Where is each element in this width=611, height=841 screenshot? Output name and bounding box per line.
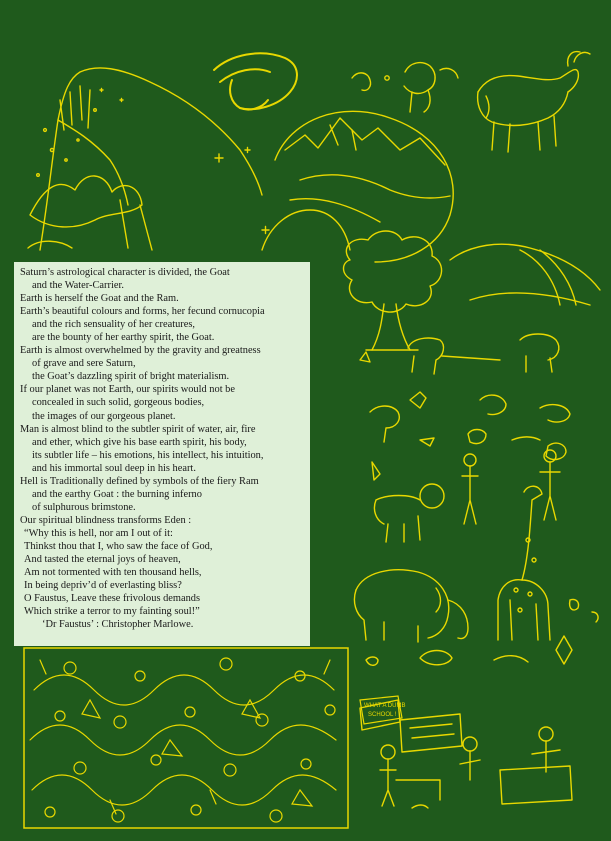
poem-line: its subtler life – his emotions, his intellect, his intuition, bbox=[32, 449, 264, 461]
poem-line: Earth is herself the Goat and the Ram. bbox=[20, 293, 179, 305]
poem-line: Which strike a terror to my fainting soul!” bbox=[24, 606, 200, 618]
poem-line: Man is almost blind to the subtler spirit of water, air, fire bbox=[20, 423, 256, 435]
poem-line: If our planet was not Earth, our spirits would not be bbox=[20, 384, 235, 396]
poem-line: Earth’s beautiful colours and forms, her fecund cornucopia bbox=[20, 306, 265, 318]
poem-line: Earth is almost overwhelmed by the gravity and greatness bbox=[20, 345, 261, 357]
poem-line: O Faustus, Leave these frivolous demands bbox=[24, 593, 201, 605]
bubble-line2: SCHOOL ! bbox=[368, 712, 397, 718]
poem-line: and ether, which give his base earth spirit, his body, bbox=[32, 436, 247, 448]
poem-line: concealed in such solid, gorgeous bodies, bbox=[32, 397, 205, 409]
goat-icon bbox=[478, 52, 590, 152]
saturn-planet-icon bbox=[214, 53, 297, 109]
poem-line: Our spiritual blindness transforms Eden : bbox=[20, 514, 192, 526]
inferno-panel-icon bbox=[24, 648, 348, 828]
animals-icon bbox=[360, 334, 570, 459]
lion-icon bbox=[374, 484, 444, 542]
poem-line: and his immortal soul deep in his heart. bbox=[32, 462, 196, 474]
poem-line: and the rich sensuality of her creatures, bbox=[32, 319, 196, 331]
poem-line: are the bounty of her earthy spirit, the Goat. bbox=[32, 332, 215, 344]
small-animals-icon bbox=[366, 599, 598, 665]
giraffe-icon bbox=[498, 486, 550, 640]
poem-line: the Goat’s dazzling spirit of bright materialism. bbox=[32, 371, 230, 383]
bubble-line1: WHAT A DUMB bbox=[364, 703, 406, 709]
poem-line: and the Water-Carrier. bbox=[32, 280, 124, 292]
ram-icon bbox=[352, 63, 458, 112]
poem-panel bbox=[14, 262, 310, 646]
tree-icon bbox=[344, 231, 601, 350]
poem-line: Saturn’s astrological character is divided, the Goat bbox=[20, 267, 230, 278]
poem-line: Thinkst thou that I, who saw the face of God, bbox=[24, 540, 213, 552]
poem-line: In being depriv’d of everlasting bliss? bbox=[24, 580, 182, 592]
poem-line: ‘Dr Faustus’ : Christopher Marlowe. bbox=[42, 619, 194, 631]
waterfall-mountain-icon bbox=[28, 68, 262, 250]
poem-line: of grave and sere Saturn, bbox=[32, 358, 136, 370]
poem-line: the images of our gorgeous planet. bbox=[32, 410, 176, 422]
stars-icon bbox=[215, 76, 389, 234]
elephant-icon bbox=[354, 570, 468, 642]
poem-line: Am not tormented with ten thousand hells, bbox=[24, 567, 202, 579]
poem-line: “Why this is hell, nor am I out of it: bbox=[24, 527, 173, 539]
poem-line: of sulphurous brimstone. bbox=[32, 501, 136, 513]
poem-line: And tasted the eternal joys of heaven, bbox=[24, 554, 181, 566]
poem-line: Hell is Traditionally defined by symbols of the fiery Ram bbox=[20, 475, 259, 487]
poem-line: and the earthy Goat : the burning inferno bbox=[32, 488, 202, 500]
